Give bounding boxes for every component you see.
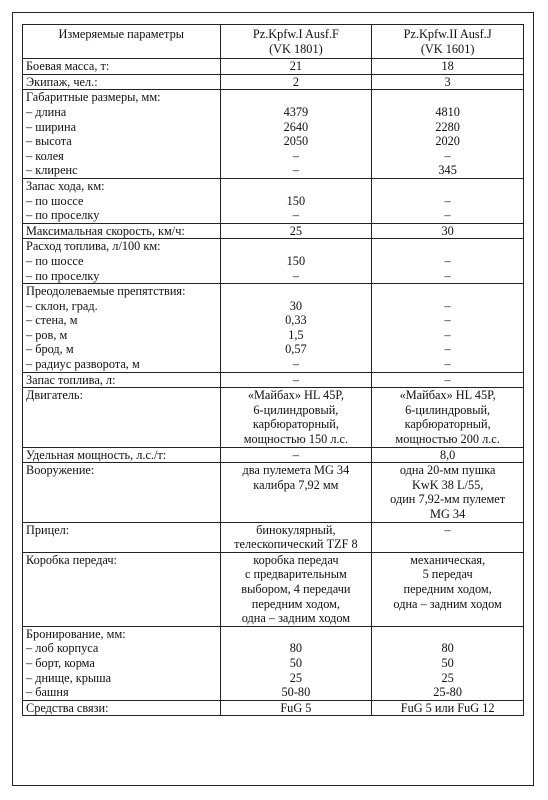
param-cell	[23, 223, 221, 239]
param-cell	[23, 626, 221, 700]
value-line: 6-цилиндровый,	[253, 402, 339, 417]
param-label: Запас топлива, л:	[26, 372, 116, 387]
param-label: Двигатель:	[26, 388, 83, 403]
value-line: KwK 38 L/55,	[411, 477, 484, 492]
value-line: выбором, 4 передачи	[241, 581, 351, 596]
value-line: 80	[441, 641, 454, 656]
value-line: –	[444, 327, 451, 342]
param-label: Средства связи:	[26, 700, 109, 715]
value-line	[375, 179, 520, 194]
value-line: 4810	[435, 104, 460, 119]
param-sublabel: – склон, град.	[26, 298, 98, 313]
value-line: мощностью 150 л.с.	[243, 432, 349, 447]
param-label: Запас хода, км:	[26, 178, 105, 193]
value-line: 30	[441, 223, 454, 238]
value-line: 5 передач	[422, 567, 473, 582]
value-line: –	[292, 357, 299, 372]
value-line: –	[444, 208, 451, 223]
param-sublabel: – борт, корма	[26, 655, 95, 670]
value-line: –	[444, 357, 451, 372]
value-line: –	[292, 372, 299, 387]
value-line: механическая,	[410, 552, 486, 567]
vehicle-2-value-cell	[372, 372, 524, 388]
spec-row-obstacles	[23, 284, 524, 373]
spec-table	[22, 24, 524, 716]
param-sublabel: – ширина	[26, 119, 77, 134]
spec-row-engine	[23, 388, 524, 447]
param-label: Вооружение:	[26, 463, 95, 478]
value-line: два пулемета MG 34	[242, 463, 350, 478]
param-label: Прицел:	[26, 522, 70, 537]
vehicle-2-value-cell	[372, 700, 524, 716]
value-line: 2020	[435, 134, 460, 149]
spec-row-fuel_cap	[23, 372, 524, 388]
param-cell	[23, 239, 221, 284]
value-line: 21	[289, 59, 303, 74]
value-line: 25-80	[433, 685, 462, 700]
param-cell	[23, 552, 221, 626]
vehicle-1-value-cell	[220, 223, 372, 239]
header-row	[23, 25, 524, 59]
value-line: –	[444, 342, 451, 357]
vehicle-1-value-cell	[220, 59, 372, 75]
param-sublabel: – башня	[26, 685, 69, 700]
vehicle-2-code: (VK 1601)	[420, 41, 475, 56]
value-line: 2280	[435, 119, 460, 134]
spec-row-gearbox	[23, 552, 524, 626]
param-cell	[23, 447, 221, 463]
param-label: Расход топлива, л/100 км:	[26, 239, 161, 254]
value-line: –	[444, 268, 451, 283]
value-line: 80	[289, 641, 303, 656]
spec-row-armor	[23, 626, 524, 700]
value-line: с предварительным	[244, 567, 347, 582]
value-line	[224, 239, 369, 254]
value-line: FuG 5 или FuG 12	[400, 700, 495, 715]
value-line: 3	[444, 74, 451, 89]
value-line: 50-80	[281, 685, 311, 700]
value-line: MG 34	[430, 507, 466, 521]
value-line: карбюраторный,	[252, 417, 339, 432]
value-line: –	[292, 268, 299, 283]
vehicle-1-name: Pz.Kpfw.I Ausf.F	[252, 27, 339, 41]
spec-row-sight	[23, 522, 524, 552]
value-line: –	[444, 313, 451, 328]
value-line: одна 20-мм пушка	[399, 463, 496, 478]
spec-row-radio	[23, 700, 524, 716]
vehicle-2-value-cell	[372, 74, 524, 90]
value-line: 1,5	[288, 327, 304, 342]
vehicle-1-value-cell	[220, 463, 372, 522]
value-line: 6-цилиндровый,	[405, 402, 491, 417]
value-line	[224, 627, 369, 642]
vehicle-1-value-cell	[220, 372, 372, 388]
param-sublabel: – радиус разворота, м	[26, 357, 140, 372]
param-sublabel: – по шоссе	[26, 253, 84, 268]
vehicle-2-value-cell	[372, 626, 524, 700]
param-label: Экипаж, чел.:	[26, 74, 98, 89]
value-line: 2050	[283, 134, 309, 149]
vehicle-1-header	[220, 25, 372, 59]
spec-row-speed	[23, 223, 524, 239]
param-cell	[23, 59, 221, 75]
value-line	[224, 284, 369, 299]
param-sublabel: – по проселку	[26, 268, 100, 283]
spec-row-arms	[23, 463, 524, 522]
value-line: –	[444, 522, 451, 537]
spec-row-crew	[23, 74, 524, 90]
value-line: –	[292, 163, 299, 178]
param-cell	[23, 74, 221, 90]
spec-row-dims	[23, 90, 524, 179]
param-cell	[23, 388, 221, 447]
value-line: 25	[289, 670, 303, 685]
value-line: 50	[289, 655, 303, 670]
value-line: 25	[441, 670, 454, 685]
param-sublabel: – по проселку	[26, 208, 100, 223]
value-line: 0,33	[285, 313, 307, 328]
vehicle-1-value-cell	[220, 388, 372, 447]
param-label: Бронирование, мм:	[26, 626, 126, 641]
value-line: один 7,92-мм пулемет	[390, 492, 506, 507]
param-sublabel: – стена, м	[26, 313, 78, 328]
value-line: телескопический TZF 8	[234, 537, 358, 552]
spec-row-fuel_use	[23, 239, 524, 284]
value-line: –	[444, 253, 451, 268]
value-line: передним ходом,	[251, 596, 341, 611]
value-line	[375, 239, 520, 254]
param-label: Преодолеваемые препятствия:	[26, 284, 186, 299]
param-sublabel: – по шоссе	[26, 193, 84, 208]
value-line: карбюраторный,	[404, 417, 491, 432]
value-line: 8,0	[439, 447, 456, 462]
param-label: Удельная мощность, л.с./т:	[26, 447, 167, 462]
value-line	[224, 90, 369, 105]
vehicle-2-value-cell	[372, 223, 524, 239]
vehicle-2-value-cell	[372, 239, 524, 284]
value-line	[375, 627, 520, 642]
vehicle-2-value-cell	[372, 552, 524, 626]
vehicle-1-value-cell	[220, 90, 372, 179]
value-line: FuG 5	[280, 700, 312, 715]
value-line: 0,57	[285, 342, 307, 357]
value-line: передним ходом,	[403, 581, 492, 596]
param-label: Коробка передач:	[26, 552, 117, 567]
value-line: 2	[292, 74, 299, 89]
vehicle-1-code: (VK 1801)	[269, 41, 323, 56]
param-cell	[23, 372, 221, 388]
vehicle-2-name: Pz.Kpfw.II Ausf.J	[403, 27, 492, 41]
value-line: –	[292, 148, 299, 163]
spec-row-range	[23, 178, 524, 223]
vehicle-2-value-cell	[372, 522, 524, 552]
param-sublabel: – лоб корпуса	[26, 641, 99, 656]
value-line: 50	[441, 655, 454, 670]
value-line: 2640	[283, 119, 309, 134]
vehicle-1-value-cell	[220, 74, 372, 90]
value-line: «Майбах» HL 45P,	[247, 388, 344, 403]
vehicle-1-value-cell	[220, 522, 372, 552]
vehicle-1-value-cell	[220, 626, 372, 700]
vehicle-1-value-cell	[220, 239, 372, 284]
value-line: –	[444, 148, 451, 163]
vehicle-2-value-cell	[372, 447, 524, 463]
param-cell	[23, 284, 221, 373]
value-line: 25	[289, 223, 303, 238]
spec-body	[23, 59, 524, 716]
vehicle-2-value-cell	[372, 90, 524, 179]
param-cell	[23, 700, 221, 716]
vehicle-2-value-cell	[372, 463, 524, 522]
param-cell	[23, 178, 221, 223]
param-sublabel: – брод, м	[26, 342, 74, 357]
vehicle-1-value-cell	[220, 447, 372, 463]
param-cell	[23, 522, 221, 552]
param-sublabel: – высота	[26, 134, 72, 149]
param-sublabel: – клиренс	[26, 163, 78, 178]
param-label: Габаритные размеры, мм:	[26, 90, 161, 105]
spec-row-power	[23, 447, 524, 463]
value-line: 150	[286, 193, 306, 208]
value-line: бинокулярный,	[256, 522, 336, 537]
value-line: коробка передач	[253, 552, 339, 567]
value-line: 345	[438, 163, 457, 178]
value-line: «Майбах» HL 45P,	[399, 388, 496, 403]
vehicle-2-value-cell	[372, 388, 524, 447]
value-line: калибра 7,92 мм	[253, 477, 339, 492]
spec-row-mass	[23, 59, 524, 75]
value-line: –	[444, 298, 451, 313]
value-line: –	[444, 372, 451, 387]
vehicle-1-value-cell	[220, 178, 372, 223]
vehicle-1-value-cell	[220, 552, 372, 626]
value-line: –	[292, 208, 299, 223]
value-line: –	[292, 447, 299, 462]
vehicle-2-value-cell	[372, 284, 524, 373]
param-sublabel: – ров, м	[26, 327, 68, 342]
param-label: Боевая масса, т:	[26, 59, 110, 74]
value-line: одна – задним ходом	[241, 611, 351, 626]
vehicle-1-value-cell	[220, 284, 372, 373]
value-line: одна – задним ходом	[393, 596, 502, 611]
vehicle-2-value-cell	[372, 59, 524, 75]
param-sublabel: – колея	[26, 148, 64, 163]
value-line	[375, 90, 520, 105]
value-line: 30	[289, 298, 303, 313]
param-sublabel: – длина	[26, 104, 67, 119]
value-line	[224, 179, 369, 194]
vehicle-2-header	[372, 25, 524, 59]
vehicle-1-value-cell	[220, 700, 372, 716]
param-header: Измеряемые параметры	[23, 25, 221, 59]
value-line	[375, 284, 520, 299]
value-line: –	[444, 193, 451, 208]
vehicle-2-value-cell	[372, 178, 524, 223]
value-line: мощностью 200 л.с.	[395, 432, 500, 447]
param-label: Максимальная скорость, км/ч:	[26, 223, 185, 238]
value-line: 18	[441, 59, 454, 74]
value-line: 150	[286, 253, 306, 268]
value-line: 4379	[283, 104, 309, 119]
param-cell	[23, 90, 221, 179]
param-sublabel: – днище, крыша	[26, 670, 112, 685]
param-cell	[23, 463, 221, 522]
